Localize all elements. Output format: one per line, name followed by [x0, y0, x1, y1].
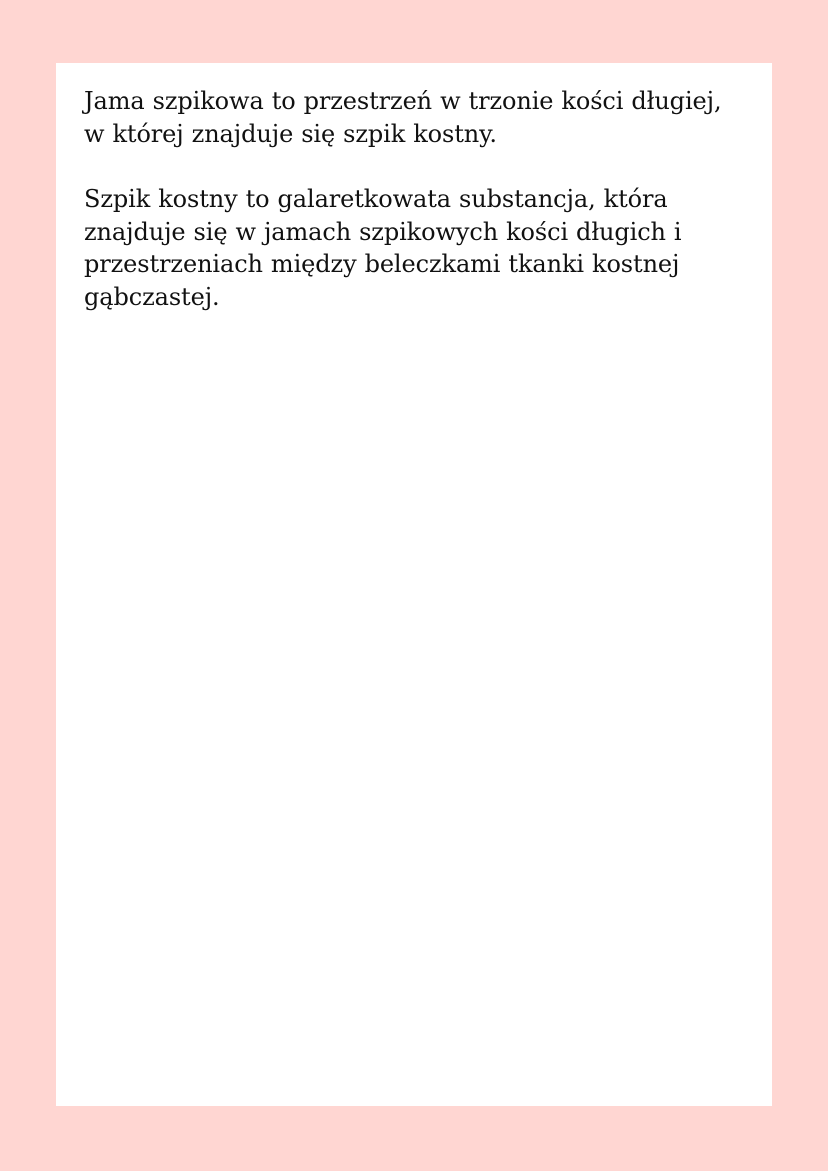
paragraph-bone-marrow-cavity: Jama szpikowa to przestrzeń w trzonie kości długiej, w której znajduje się szpik kostny.: [84, 87, 722, 148]
paragraph-bone-marrow: Szpik kostny to galaretkowata substancja, która znajduje się w jamach szpikowych kości długich i przestrzeniach między beleczkami tkanki kostnej gąbczastej.: [84, 185, 682, 311]
document-page: [56, 63, 772, 1106]
